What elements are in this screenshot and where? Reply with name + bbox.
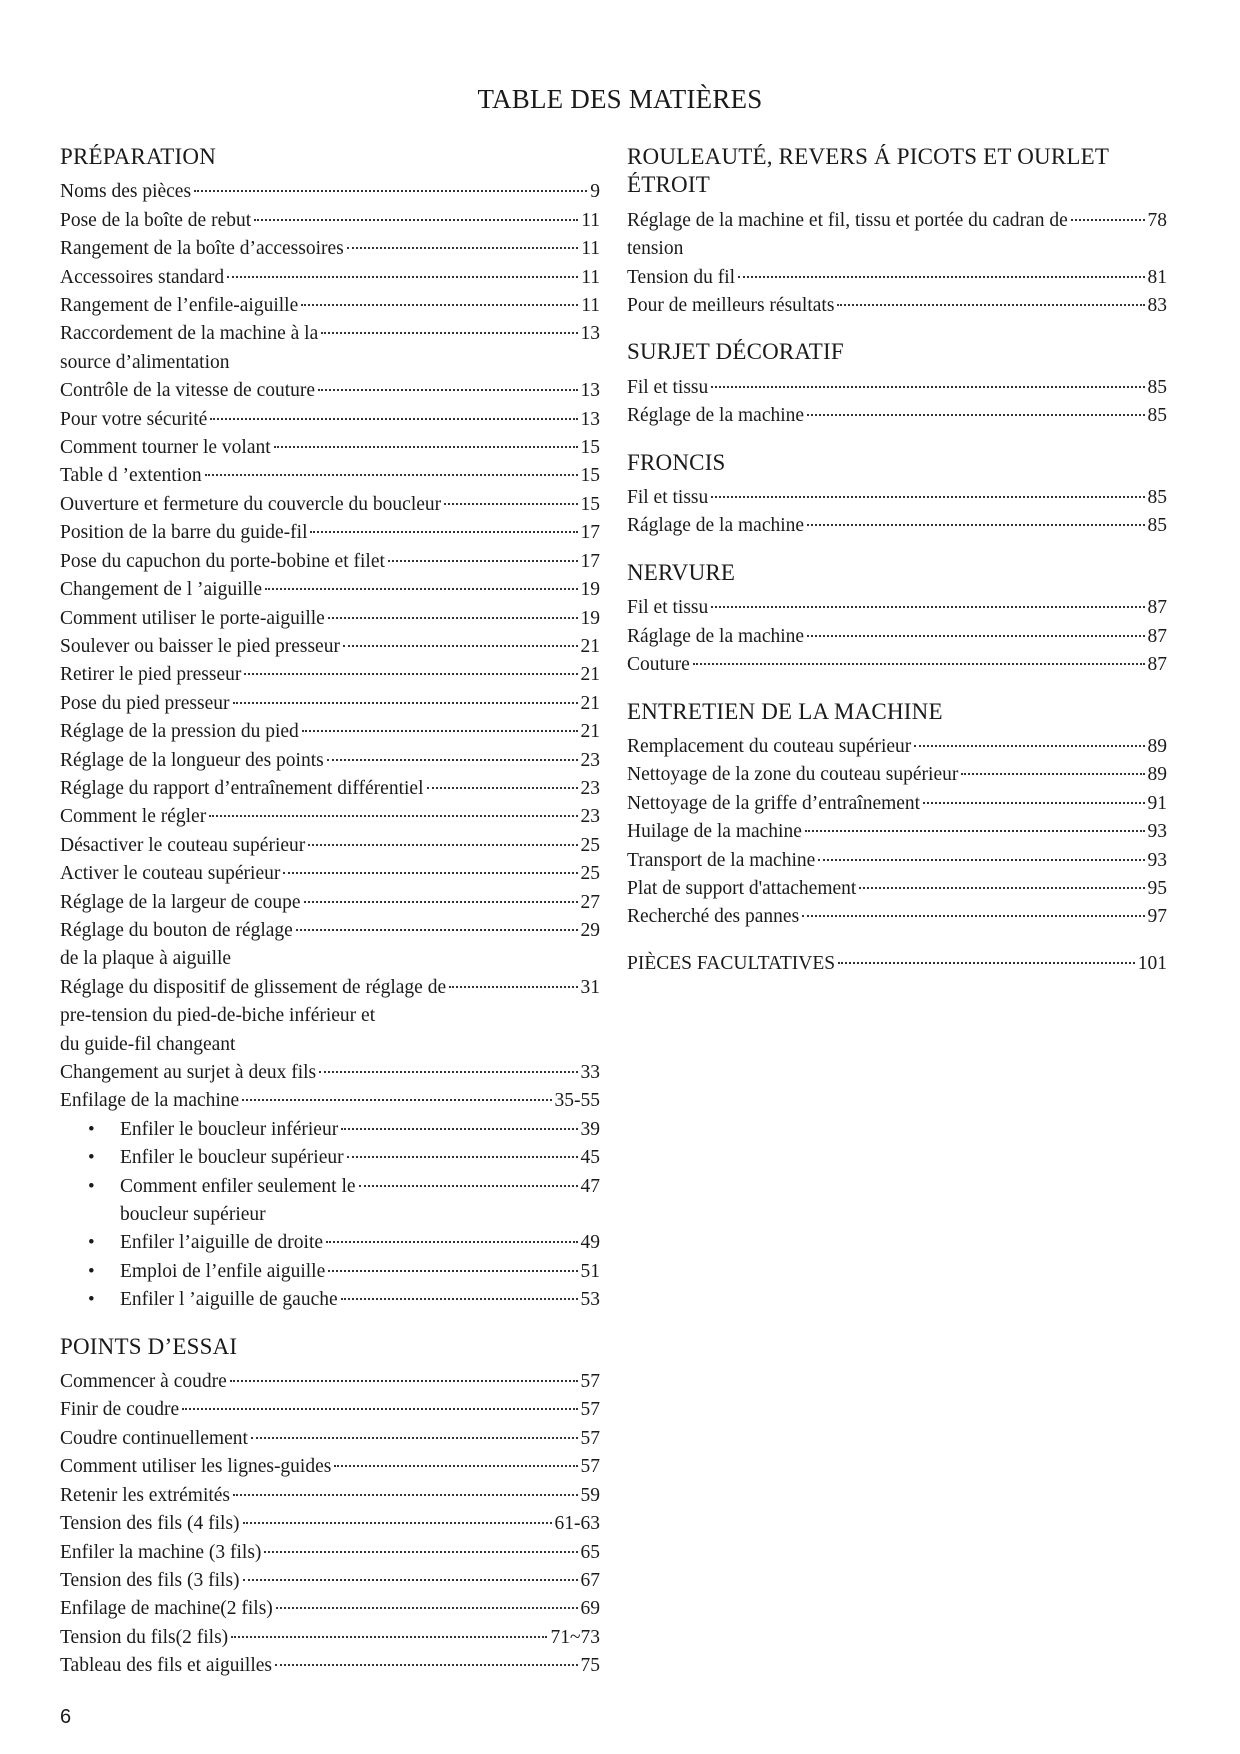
bullet-icon: • [88,1289,95,1311]
entry-page: 15 [580,493,600,515]
bullet-icon: • [88,1175,95,1197]
bullet-icon: • [88,1147,95,1169]
dot-leader [427,787,578,789]
toc-entry [627,623,1167,651]
entry-text: Retirer le pied presseur [60,664,242,686]
entry-text: Fil et tissu [627,597,709,619]
dot-leader [738,276,1144,278]
entry-page: 85 [1147,376,1167,398]
toc-section [60,143,600,1315]
entry-text: Position de la barre du guide-fil [60,522,308,544]
dot-leader [205,474,578,476]
entry-text: Soulever ou baisser le pied presseur [60,635,340,657]
entry-page: 93 [1147,821,1167,843]
toc-entry [60,860,600,888]
entry-page: 13 [580,408,600,430]
entry-text: Fil et tissu [627,376,709,398]
toc-entry [60,889,600,917]
section-title: ROULEAUTÉ, REVERS Á PICOTS ET OURLET ÉTROIT [627,144,1110,198]
entry-text: Accessoires standard [60,266,225,288]
dot-leader [321,332,577,334]
toc-section [627,559,1167,680]
toc-entry [627,484,1167,512]
entry-text: Nettoyage de la griffe d’entraînement [627,792,921,814]
toc-entry [627,402,1167,430]
dot-leader [449,986,577,988]
dot-leader [230,1380,578,1382]
entry-text: Table d ’extention [60,465,202,487]
dot-leader [328,1270,577,1272]
entry-page: 21 [580,664,600,686]
entry-text: Pour votre sécurité [60,408,208,430]
entry-page: 97 [1147,906,1167,928]
entry-text: Couture [627,654,690,676]
section-title: ENTRETIEN DE LA MACHINE [627,698,943,724]
toc-entry [60,832,600,860]
dot-leader [711,386,1144,388]
dot-leader [327,759,578,761]
toc-entry [60,1510,600,1538]
entry-page: 85 [1147,487,1167,509]
dot-leader [359,1185,578,1187]
toc-entry [60,434,600,462]
entry-page: 91 [1147,792,1167,814]
dot-leader [302,730,578,732]
section-title: PRÉPARATION [60,144,217,169]
toc-entry [60,718,600,746]
entry-page: 35-55 [554,1090,600,1112]
dot-leader [388,560,578,562]
entry-text: Rangement de l’enfile-aiguille [60,295,299,317]
entry-page: 81 [1147,266,1167,288]
page-number: 6 [60,1706,72,1728]
entry-page: 57 [580,1399,600,1421]
toc-entry [60,292,600,320]
entry-page: 57 [580,1456,600,1478]
entry-page: 89 [1147,764,1167,786]
toc-entry [60,1059,600,1087]
dot-leader [310,531,577,533]
entry-text: Réglage de la longueur des points [60,749,324,771]
entry-page: 15 [580,437,600,459]
toc-entry [60,1087,600,1115]
entry-page: 23 [580,749,600,771]
entry-page: 89 [1147,735,1167,757]
dot-leader [347,1156,578,1158]
entry-text: Pose du capuchon du porte-bobine et filet [60,550,385,572]
entry-text: Ouverture et fermeture du couvercle du boucleur [60,493,442,515]
entry-text: Comment tourner le volant [60,437,271,459]
toc-entry [627,374,1167,402]
entry-text: Raccordement de la machine à la source d’alimentation [60,323,319,373]
toc-entry [60,377,600,405]
dot-leader [328,617,578,619]
dot-leader [182,1408,577,1410]
toc-entry [60,803,600,831]
entry-text: Pose du pied presseur [60,692,230,714]
toc-entry [60,775,600,803]
entry-text: Réglage de la machine [627,405,805,427]
toc-entry [60,1173,600,1230]
entry-text: Enfiler le boucleur inférieur [120,1118,339,1140]
entry-page: 53 [580,1289,600,1311]
entry-page: 29 [580,919,600,941]
toc-entry [60,491,600,519]
entry-page: 51 [580,1260,600,1282]
entry-text: Réglage de la machine et fil, tissu et portée du cadran de tension [627,209,1068,260]
toc-entry [60,1368,600,1396]
toc-entry [60,633,600,661]
dot-leader [210,418,577,420]
entry-page: 59 [580,1484,600,1506]
toc-entry [627,651,1167,679]
dot-leader [318,389,577,391]
entry-page: 71~73 [550,1626,600,1648]
dot-leader [231,1636,547,1638]
entry-page: 9 [590,181,600,203]
toc-entry [60,1652,600,1680]
dot-leader [242,1099,551,1101]
bullet-icon: • [88,1118,95,1140]
toc-section [627,143,1167,320]
dot-leader [233,702,578,704]
entry-text: Rangement de la boîte d’accessoires [60,238,344,260]
toc-entry [60,1624,600,1652]
entry-text: Emploi de l’enfile aiguille [120,1260,326,1282]
entry-text: Changement de l ’aiguille [60,579,262,601]
toc-entry [627,950,1167,978]
dot-leader [805,830,1145,832]
entry-page: 39 [580,1118,600,1140]
dot-leader [923,802,1144,804]
dot-leader [233,1494,577,1496]
toc-entry [60,605,600,633]
entry-text: Pour de meilleurs résultats [627,295,835,317]
dot-leader [914,745,1144,747]
entry-text: Contrôle de la vitesse de couture [60,380,316,402]
dot-leader [308,844,577,846]
entry-page: 11 [581,295,600,317]
toc-entry [60,178,600,206]
entry-page: 17 [580,522,600,544]
entry-page: 19 [580,579,600,601]
toc-entry [60,1595,600,1623]
dot-leader [807,635,1144,637]
dot-leader [304,901,578,903]
section-title: POINTS D’ESSAI [60,1333,238,1359]
entry-page: 19 [580,607,600,629]
toc-entry [627,512,1167,540]
dot-leader [243,1579,578,1581]
dot-leader [251,1437,578,1439]
entry-text: Enfiler l’aiguille de droite [120,1232,324,1254]
entry-text: Ráglage de la machine [627,515,805,537]
dot-leader [319,1071,577,1073]
entry-page: 11 [581,238,600,260]
toc-entry [627,292,1167,320]
entry-text: Tension des fils (3 fils) [60,1569,240,1591]
dot-leader [347,247,578,249]
entry-page: 11 [581,266,600,288]
entry-page: 69 [580,1598,600,1620]
toc-entry [60,1539,600,1567]
entry-page: 13 [580,380,600,402]
entry-text: Enfilage de la machine [60,1090,240,1112]
dot-leader [341,1128,577,1130]
section-title: SURJET DÉCORATIF [627,339,844,365]
entry-page: 87 [1147,654,1167,676]
entry-text: Tension des fils (4 fils) [60,1513,240,1535]
entry-text: Noms des pièces [60,181,192,203]
toc-entry [60,264,600,292]
entry-page: 21 [580,635,600,657]
entry-page: 25 [580,863,600,885]
toc-entry [60,235,600,263]
entry-page: 49 [580,1232,600,1254]
entry-page: 87 [1147,597,1167,619]
dot-leader [274,446,578,448]
toc-entry [60,747,600,775]
dot-leader [711,606,1144,608]
entry-page: 95 [1147,877,1167,899]
dot-leader [227,276,578,278]
entry-text: Remplacement du couteau supérieur [627,735,912,757]
entry-text: Réglage du dispositif de glissement de réglage de pre-tension du pied-de-biche inférieur et du guide-fil changeant [60,976,447,1055]
entry-page: 21 [580,721,600,743]
toc-entry [627,875,1167,903]
toc-section [60,1333,600,1681]
bullet-icon: • [88,1232,95,1254]
dot-leader [961,773,1144,775]
entry-text: Coudre continuellement [60,1427,248,1449]
entry-page: 57 [580,1427,600,1449]
entry-text: Tableau des fils et aiguilles [60,1655,272,1677]
entry-page: 65 [580,1541,600,1563]
toc-entry [60,548,600,576]
entry-page: 23 [580,806,600,828]
entry-text: Réglage du bouton de réglage de la plaque à aiguille [60,919,293,970]
dot-leader [711,496,1144,498]
toc-entry [627,903,1167,931]
toc-entry [60,1258,600,1286]
toc-section [627,449,1167,541]
entry-text: Tension du fil [627,266,736,288]
dot-leader [807,414,1144,416]
entry-text: Comment enfiler seulement le boucleur supérieur [120,1175,356,1226]
section-title: NERVURE [627,559,736,585]
toc-entry [60,1453,600,1481]
toc-entry [60,1116,600,1144]
entry-page: 27 [580,891,600,913]
dot-leader [275,1664,578,1666]
dot-leader [244,673,577,675]
toc-entry [60,690,600,718]
dot-leader [265,588,578,590]
dot-leader [301,304,578,306]
toc-entry [627,818,1167,846]
entry-page: 61-63 [554,1513,600,1535]
entry-page: 87 [1147,625,1167,647]
toc-entry [627,790,1167,818]
entry-text: Enfiler la machine (3 fils) [60,1541,262,1563]
dot-leader [802,915,1144,917]
entry-text: Réglage du rapport d’entraînement différentiel [60,777,424,799]
entry-page: 75 [580,1655,600,1677]
dot-leader [334,1465,577,1467]
dot-leader [264,1551,577,1553]
toc-entry [627,594,1167,622]
entry-page: 25 [580,834,600,856]
dot-leader [818,859,1144,861]
dot-leader [1071,219,1145,221]
toc-entry [627,847,1167,875]
toc-entry [60,1482,600,1510]
entry-text: Fil et tissu [627,487,709,509]
toc-section [627,950,1167,978]
dot-leader [343,645,578,647]
entry-page: 33 [580,1062,600,1083]
dot-leader [276,1607,578,1609]
toc-section [627,338,1167,430]
entry-text: Plat de support d'attachement [627,877,857,899]
toc-entry [60,320,600,377]
dot-leader [838,962,1135,964]
entry-page: 17 [580,550,600,572]
toc-entry [60,661,600,689]
entry-page: 31 [580,976,600,998]
dot-leader [807,524,1144,526]
toc-entry [60,1396,600,1424]
entry-text: Tension du fils(2 fils) [60,1626,229,1648]
entry-text: Enfilage de machine(2 fils) [60,1598,273,1620]
entry-text: Pose de la boîte de rebut [60,209,252,231]
dot-leader [837,304,1144,306]
toc-entry [60,1229,600,1257]
dot-leader [254,219,578,221]
toc-column-right [627,143,1167,996]
toc-entry [60,1286,600,1314]
entry-text: Retenir les extrémités [60,1484,231,1506]
entry-page: 93 [1147,849,1167,871]
entry-page: 23 [580,777,600,799]
toc-entry [60,1567,600,1595]
entry-text: Réglage de la pression du pied [60,721,299,743]
dot-leader [859,887,1144,889]
entry-text: Ráglage de la machine [627,625,805,647]
toc-entry [627,733,1167,761]
entry-text: Comment utiliser les lignes-guides [60,1456,332,1478]
dot-leader [194,190,587,192]
dot-leader [296,929,578,931]
entry-text: Changement au surjet à deux fils [60,1062,317,1083]
entry-text: Comment utiliser le porte-aiguille [60,607,325,629]
entry-page: 47 [580,1175,600,1197]
dot-leader [693,663,1145,665]
entry-text: Recherché des pannes [627,906,800,928]
dot-leader [341,1298,578,1300]
entry-page: 85 [1147,515,1167,537]
toc-entry [60,519,600,547]
entry-text: Finir de coudre [60,1399,180,1421]
toc-entry [60,917,600,974]
entry-text: Enfiler l ’aiguille de gauche [120,1289,338,1311]
entry-page: 15 [580,465,600,487]
entry-page: 13 [580,323,600,345]
dot-leader [326,1241,577,1243]
toc-entry [60,1144,600,1172]
dot-leader [283,872,577,874]
entry-page: 101 [1137,952,1167,974]
toc-entry [627,207,1167,264]
toc-entry [60,576,600,604]
toc-section [627,698,1167,932]
entry-text: PIÈCES FACULTATIVES [627,952,836,974]
entry-text: Activer le couteau supérieur [60,863,281,885]
entry-page: 67 [580,1569,600,1591]
dot-leader [444,503,577,505]
entry-text: Huilage de la machine [627,821,802,843]
toc-entry [627,264,1167,292]
entry-text: Désactiver le couteau supérieur [60,834,306,856]
toc-entry [60,406,600,434]
page-title: TABLE DES MATIÈRES [477,84,763,114]
entry-page: 78 [1147,209,1167,231]
toc-entry [60,1425,600,1453]
entry-text: Nettoyage de la zone du couteau supérieur [627,764,959,786]
toc-entry [627,761,1167,789]
entry-text: Commencer à coudre [60,1371,227,1393]
toc-entry [60,207,600,235]
bullet-icon: • [88,1260,95,1282]
entry-text: Comment le régler [60,806,207,828]
entry-page: 57 [580,1371,600,1393]
entry-page: 21 [580,692,600,714]
section-title: FRONCIS [627,449,726,475]
entry-text: Réglage de la largeur de coupe [60,891,301,913]
toc-entry [60,974,600,1059]
entry-page: 45 [580,1147,600,1169]
entry-page: 85 [1147,405,1167,427]
entry-page: 83 [1147,295,1167,317]
entry-page: 11 [581,209,600,231]
dot-leader [209,815,577,817]
entry-text: Enfiler le boucleur supérieur [120,1147,344,1169]
dot-leader [243,1522,552,1524]
entry-text: Transport de la machine [627,849,816,871]
toc-column-left [60,143,600,1699]
toc-entry [60,462,600,490]
